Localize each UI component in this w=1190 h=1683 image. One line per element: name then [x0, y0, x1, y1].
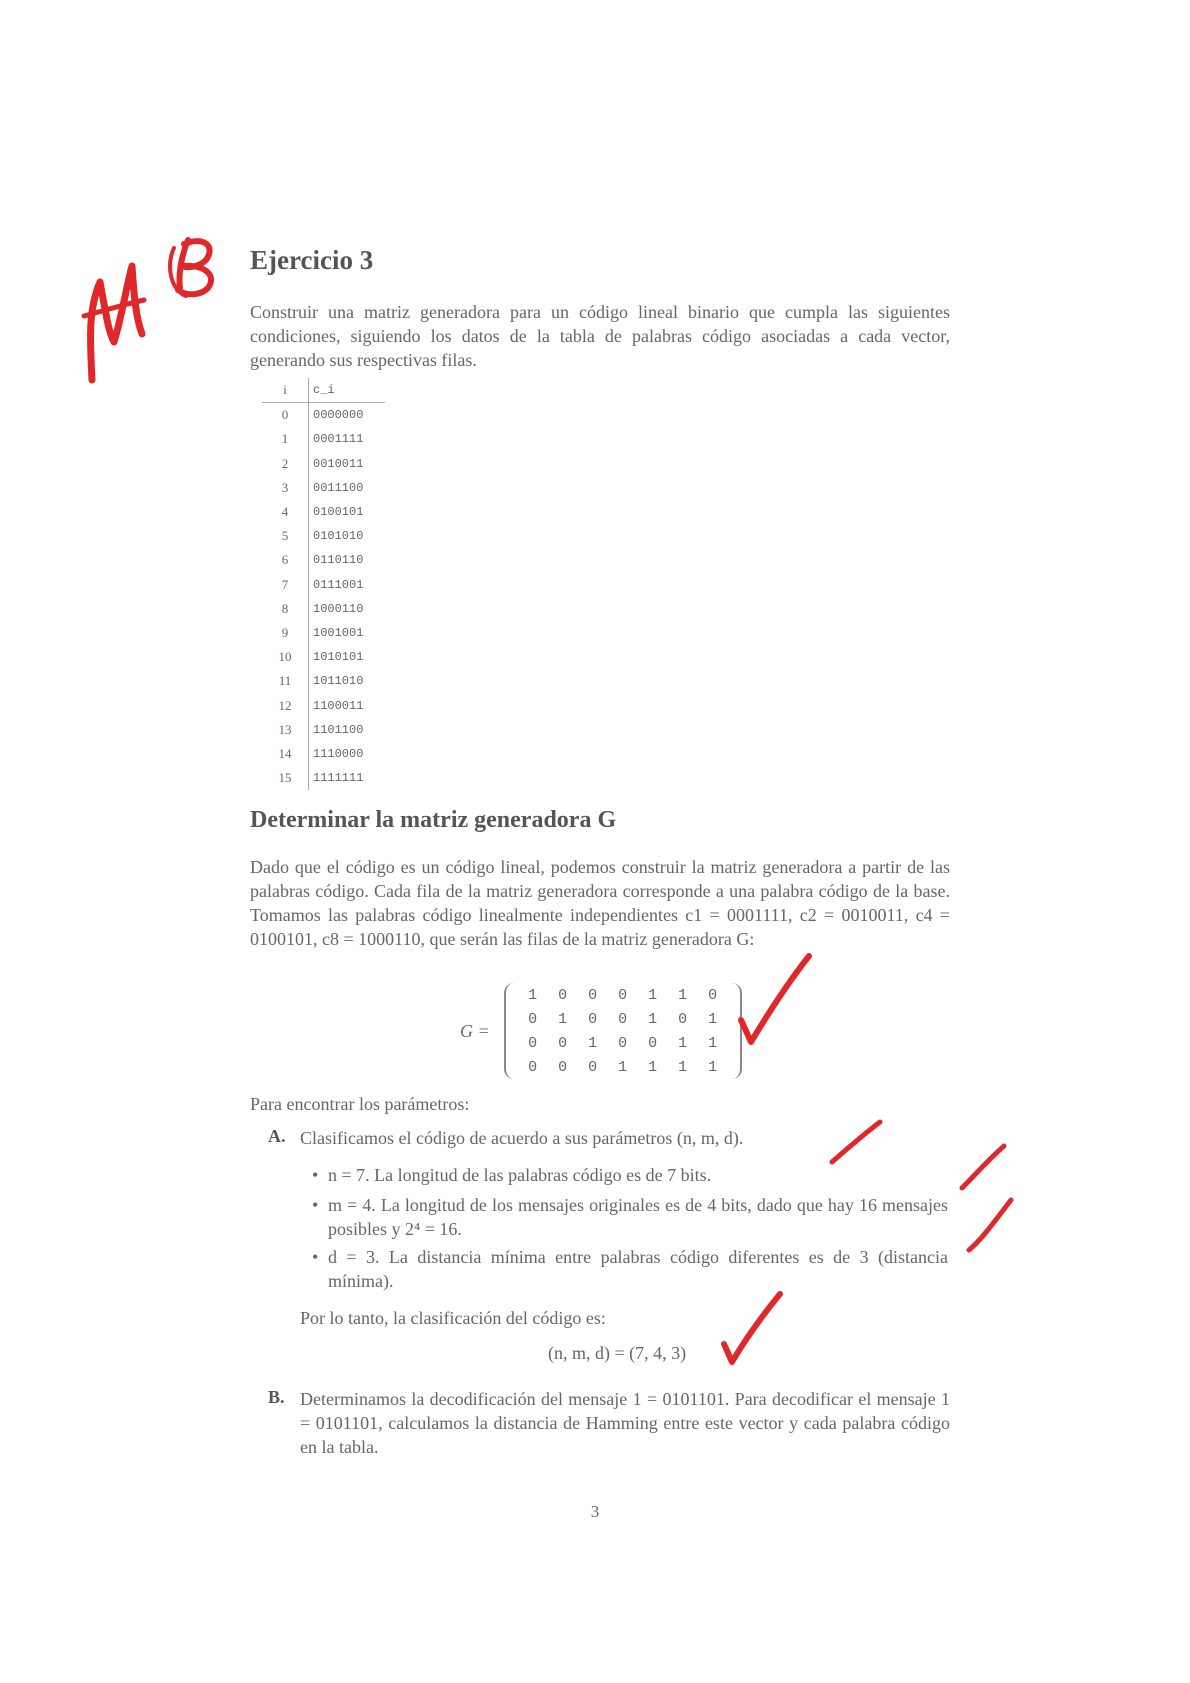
matrix-cell: 1 — [558, 1010, 568, 1028]
matrix-cell: 0 — [528, 1034, 538, 1052]
table-row — [262, 742, 385, 766]
bullet-d — [312, 1245, 948, 1293]
matrix-cell: 1 — [648, 1010, 658, 1028]
codeword-table — [262, 378, 385, 790]
matrix-cell: 1 — [708, 1010, 718, 1028]
bullet-m — [312, 1193, 948, 1241]
row-index: 1 — [281, 431, 289, 447]
matrix-row — [518, 1007, 728, 1031]
bullet-dot: • — [312, 1165, 319, 1185]
bullet-dot: • — [312, 1195, 319, 1215]
table-row — [262, 718, 385, 742]
matrix-cell: 1 — [678, 986, 688, 1004]
row-codeword: 0100101 — [309, 500, 386, 524]
classification-formula: (n, m, d) = (7, 4, 3) — [548, 1343, 687, 1363]
table-row — [262, 669, 385, 693]
matrix-cell: 1 — [678, 1034, 688, 1052]
matrix-row — [518, 1031, 728, 1055]
matrix-cell: 0 — [618, 1010, 628, 1028]
table-row — [262, 427, 385, 451]
row-codeword: 0011100 — [309, 476, 386, 500]
matrix-cell: 0 — [648, 1034, 658, 1052]
row-index: 4 — [281, 504, 289, 520]
matrix-row — [518, 1055, 728, 1079]
generator-matrix — [460, 980, 742, 1082]
row-codeword: 1011010 — [309, 669, 386, 693]
matrix-label: G = — [460, 1020, 490, 1041]
checkmark-icon — [735, 950, 815, 1050]
matrix-cell: 0 — [618, 986, 628, 1004]
row-index: 9 — [281, 624, 289, 640]
checkmark-icon — [958, 1142, 1008, 1192]
section-title: Determinar la matriz generadora G — [250, 807, 617, 833]
row-codeword: 0010011 — [309, 452, 386, 476]
matrix-brackets — [504, 983, 742, 1079]
row-index: 6 — [281, 552, 289, 568]
matrix-cell: 1 — [588, 1034, 598, 1052]
row-index: 10 — [278, 649, 292, 665]
checkmark-icon — [965, 1196, 1015, 1256]
conclusion-text: Por lo tanto, la clasificación del código es: — [300, 1308, 606, 1328]
row-index: 15 — [278, 770, 292, 786]
row-codeword: 1111111 — [309, 766, 386, 790]
row-codeword: 0111001 — [309, 573, 386, 597]
table-header-row — [262, 378, 385, 403]
row-index: 5 — [281, 528, 289, 544]
matrix-cell: 0 — [558, 986, 568, 1004]
params-intro: Para encontrar los parámetros: — [250, 1094, 470, 1114]
checkmark-icon — [828, 1118, 884, 1168]
matrix-cell: 1 — [708, 1034, 718, 1052]
matrix-cell: 0 — [558, 1034, 568, 1052]
row-codeword: 1110000 — [309, 742, 386, 766]
row-codeword: 1000110 — [309, 597, 386, 621]
table-row — [262, 693, 385, 717]
matrix-row — [518, 983, 728, 1007]
table-row — [262, 621, 385, 645]
row-index: 7 — [281, 576, 289, 592]
matrix-cell: 0 — [618, 1034, 628, 1052]
matrix-grid — [518, 983, 728, 1079]
table-row — [262, 597, 385, 621]
row-index: 14 — [278, 745, 292, 761]
matrix-cell: 0 — [708, 986, 718, 1004]
row-codeword: 0110110 — [309, 548, 386, 572]
bullet-d-text: d = 3. La distancia mínima entre palabras código diferentes es de 3 (distancia mínima). — [328, 1247, 948, 1291]
row-codeword: 0001111 — [309, 427, 386, 451]
row-codeword: 0000000 — [309, 403, 386, 428]
table-row — [262, 766, 385, 790]
item-b-text: Determinamos la decodificación del mensaje 1 = 0101101. Para decodificar el mensaje 1 = 0101101, calculamos la distancia de Hamming entre este vector y cada palabra código en la tabla. — [300, 1389, 950, 1457]
matrix-cell: 0 — [588, 986, 598, 1004]
table-row — [262, 645, 385, 669]
bullet-m-text: m = 4. La longitud de los mensajes originales es de 4 bits, dado que hay 16 mensajes posibles y 2⁴ = 16. — [328, 1195, 948, 1239]
table-row — [262, 452, 385, 476]
checkmark-icon — [718, 1288, 784, 1368]
matrix-cell: 1 — [618, 1058, 628, 1076]
section-paragraph: Dado que el código es un código lineal, podemos construir la matriz generadora a partir de las palabras código. Cada fila de la matriz generadora corresponde a una palabra código de la base. Tomamos las palabras código linealmente independientes c1 = 0001111, c2 = 0010011, c4 = 0100101, c8 = 1000110, que serán las filas de la matriz generadora G: — [250, 857, 950, 949]
table-header-codeword: c_i — [309, 378, 386, 403]
row-index: 12 — [278, 697, 292, 713]
bullet-n-text: n = 7. La longitud de las palabras código es de 7 bits. — [328, 1165, 712, 1185]
matrix-cell: 0 — [558, 1058, 568, 1076]
row-index: 8 — [281, 600, 289, 616]
matrix-cell: 1 — [678, 1058, 688, 1076]
row-index: 0 — [281, 407, 289, 423]
item-a-label: A. — [268, 1126, 286, 1146]
row-codeword: 1010101 — [309, 645, 386, 669]
row-codeword: 1100011 — [309, 693, 386, 717]
grade-mark-icon — [70, 230, 240, 400]
item-b-label: B. — [268, 1387, 285, 1407]
matrix-cell: 0 — [528, 1058, 538, 1076]
exercise-title: Ejercicio 3 — [250, 245, 374, 275]
table-header-index: i — [262, 378, 309, 403]
matrix-cell: 0 — [528, 1010, 538, 1028]
matrix-cell: 1 — [648, 1058, 658, 1076]
item-a-text: Clasificamos el código de acuerdo a sus parámetros (n, m, d). — [300, 1128, 744, 1148]
matrix-cell: 0 — [588, 1058, 598, 1076]
bullet-n — [312, 1163, 948, 1187]
intro-paragraph: Construir una matriz generadora para un código lineal binario que cumpla las siguientes condiciones, siguiendo los datos de la tabla de palabras código asociadas a cada vector, generando sus respectivas filas. — [250, 302, 950, 370]
matrix-cell: 1 — [648, 986, 658, 1004]
row-codeword: 0101010 — [309, 524, 386, 548]
row-codeword: 1101100 — [309, 718, 386, 742]
row-index: 11 — [278, 673, 292, 689]
row-index: 13 — [278, 721, 292, 737]
matrix-cell: 1 — [528, 986, 538, 1004]
matrix-cell: 1 — [708, 1058, 718, 1076]
table-row — [262, 500, 385, 524]
bullet-dot: • — [312, 1247, 319, 1267]
table-row — [262, 476, 385, 500]
row-codeword: 1001001 — [309, 621, 386, 645]
matrix-cell: 0 — [588, 1010, 598, 1028]
matrix-cell: 0 — [678, 1010, 688, 1028]
table-row — [262, 573, 385, 597]
page-number: 3 — [590, 1502, 600, 1521]
row-index: 3 — [281, 479, 289, 495]
table-row — [262, 548, 385, 572]
table-row — [262, 524, 385, 548]
row-index: 2 — [281, 455, 289, 471]
table-row — [262, 403, 385, 428]
